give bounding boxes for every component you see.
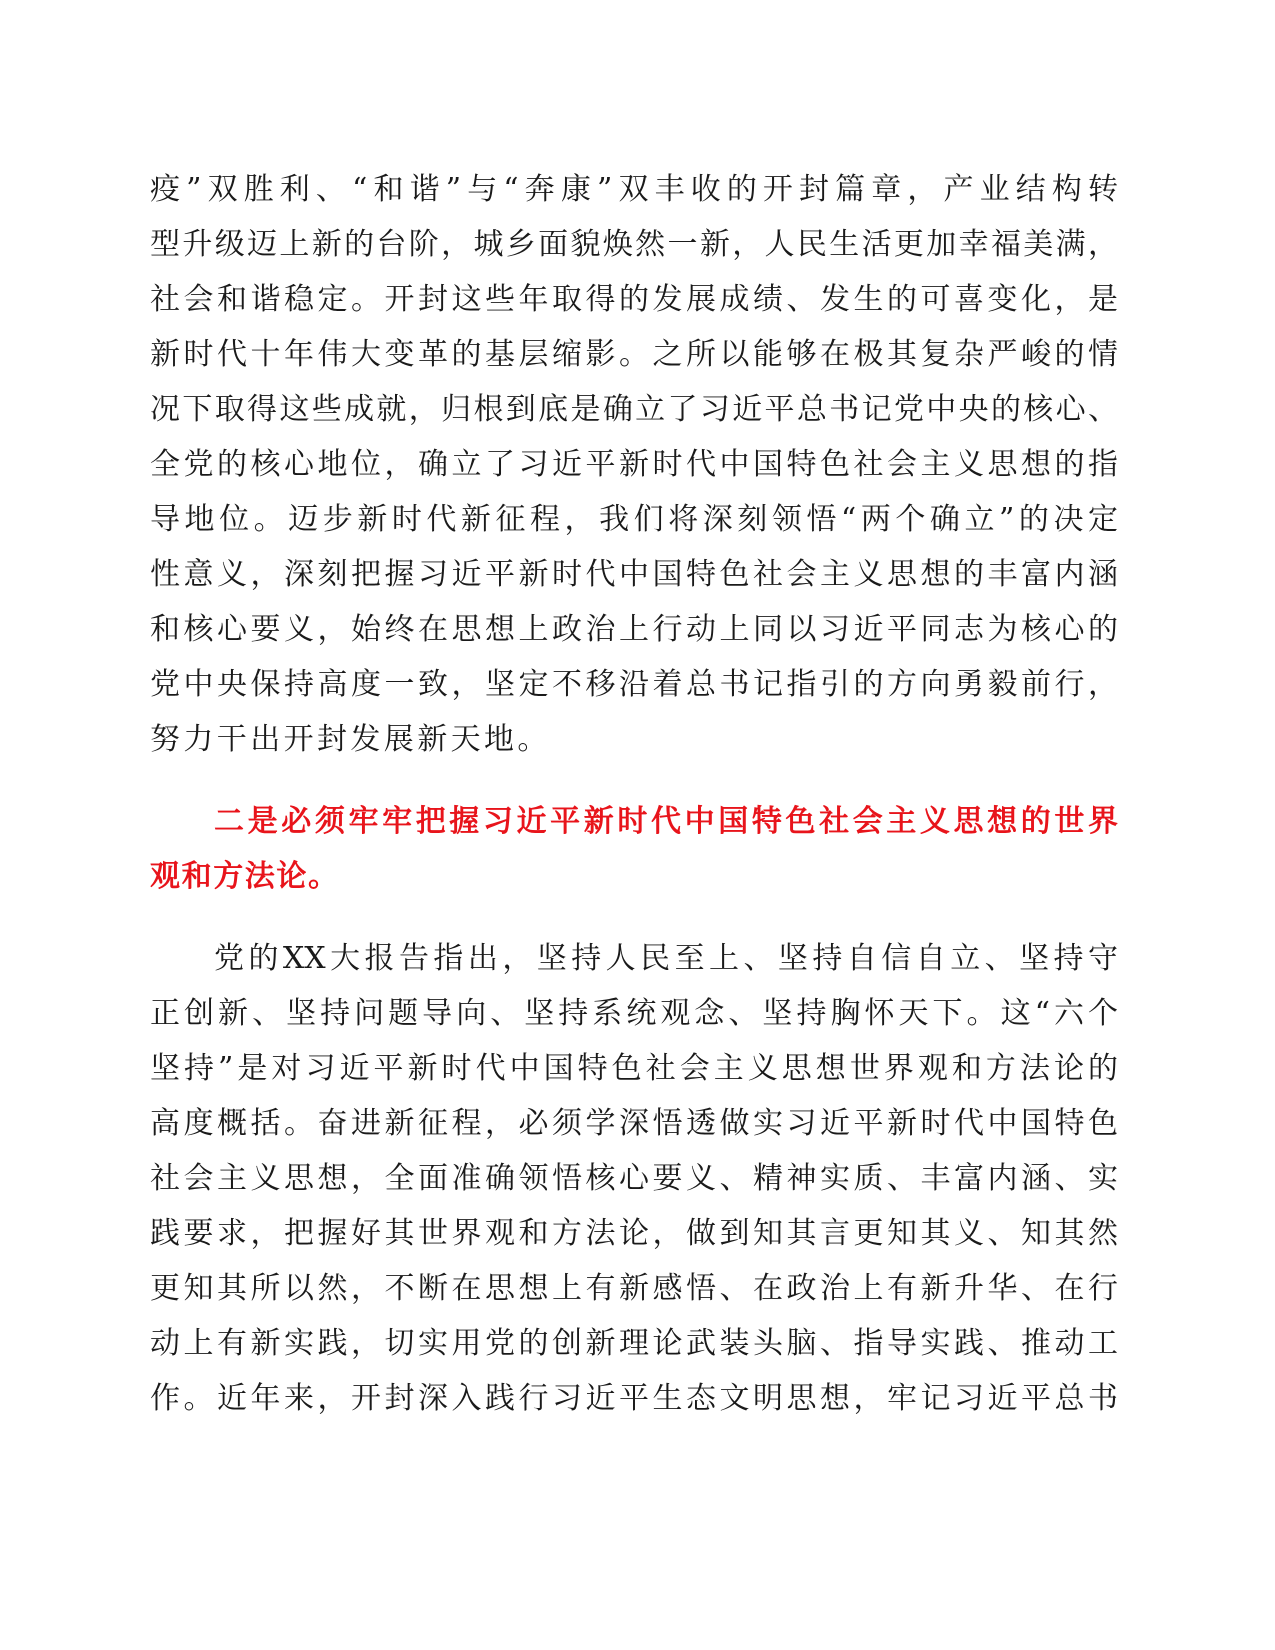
paragraph-line: 更知其所以然，不断在思想上有新感悟、在政治上有新升华、在行 [150, 1271, 1118, 1306]
paragraph-line: 努力干出开封发展新天地。 [150, 722, 551, 757]
heading-line: 二是必须牢牢把握习近平新时代中国特色社会主义思想的世界 [214, 804, 1118, 839]
paragraph-line: 全党的核心地位，确立了习近平新时代中国特色社会主义思想的指 [150, 447, 1118, 482]
paragraph-line: 性意义，深刻把握习近平新时代中国特色社会主义思想的丰富内涵 [150, 557, 1118, 592]
paragraph-line: 导地位。迈步新时代新征程，我们将深刻领悟“两个确立”的决定 [150, 502, 1118, 537]
paragraph-line: 和核心要义，始终在思想上政治上行动上同以习近平同志为核心的 [150, 612, 1118, 647]
paragraph-line: 社会和谐稳定。开封这些年取得的发展成绩、发生的可喜变化，是 [150, 282, 1118, 317]
paragraph-line: 新时代十年伟大变革的基层缩影。之所以能够在极其复杂严峻的情 [150, 337, 1118, 372]
paragraph-line: 坚持”是对习近平新时代中国特色社会主义思想世界观和方法论的 [150, 1051, 1118, 1086]
paragraph-line: 党中央保持高度一致，坚定不移沿着总书记指引的方向勇毅前行， [150, 667, 1118, 702]
paragraph-line: 动上有新实践，切实用党的创新理论武装头脑、指导实践、推动工 [150, 1326, 1118, 1361]
paragraph-line: 党的XX大报告指出，坚持人民至上、坚持自信自立、坚持守 [214, 941, 1118, 976]
paragraph-continuation [150, 162, 1118, 767]
paragraph-line: 践要求，把握好其世界观和方法论，做到知其言更知其义、知其然 [150, 1216, 1118, 1251]
paragraph-gap [150, 767, 1118, 794]
paragraph-body [150, 931, 1118, 1426]
paragraph-gap [150, 904, 1118, 931]
paragraph-line: 疫”双胜利、“和谐”与“奔康”双丰收的开封篇章，产业结构转 [150, 172, 1118, 207]
paragraph-line: 况下取得这些成就，归根到底是确立了习近平总书记党中央的核心、 [150, 392, 1118, 427]
paragraph-line: 正创新、坚持问题导向、坚持系统观念、坚持胸怀天下。这“六个 [150, 996, 1118, 1031]
paragraph-line: 高度概括。奋进新征程，必须学深悟透做实习近平新时代中国特色 [150, 1106, 1118, 1141]
paragraph-line: 型升级迈上新的台阶，城乡面貌焕然一新，人民生活更加幸福美满， [150, 227, 1118, 262]
document-body [150, 162, 1118, 1426]
paragraph-line: 作。近年来，开封深入践行习近平生态文明思想，牢记习近平总书 [150, 1381, 1118, 1416]
section-heading [150, 794, 1118, 904]
heading-line: 观和方法论。 [150, 859, 340, 894]
paragraph-line: 社会主义思想，全面准确领悟核心要义、精神实质、丰富内涵、实 [150, 1161, 1118, 1196]
